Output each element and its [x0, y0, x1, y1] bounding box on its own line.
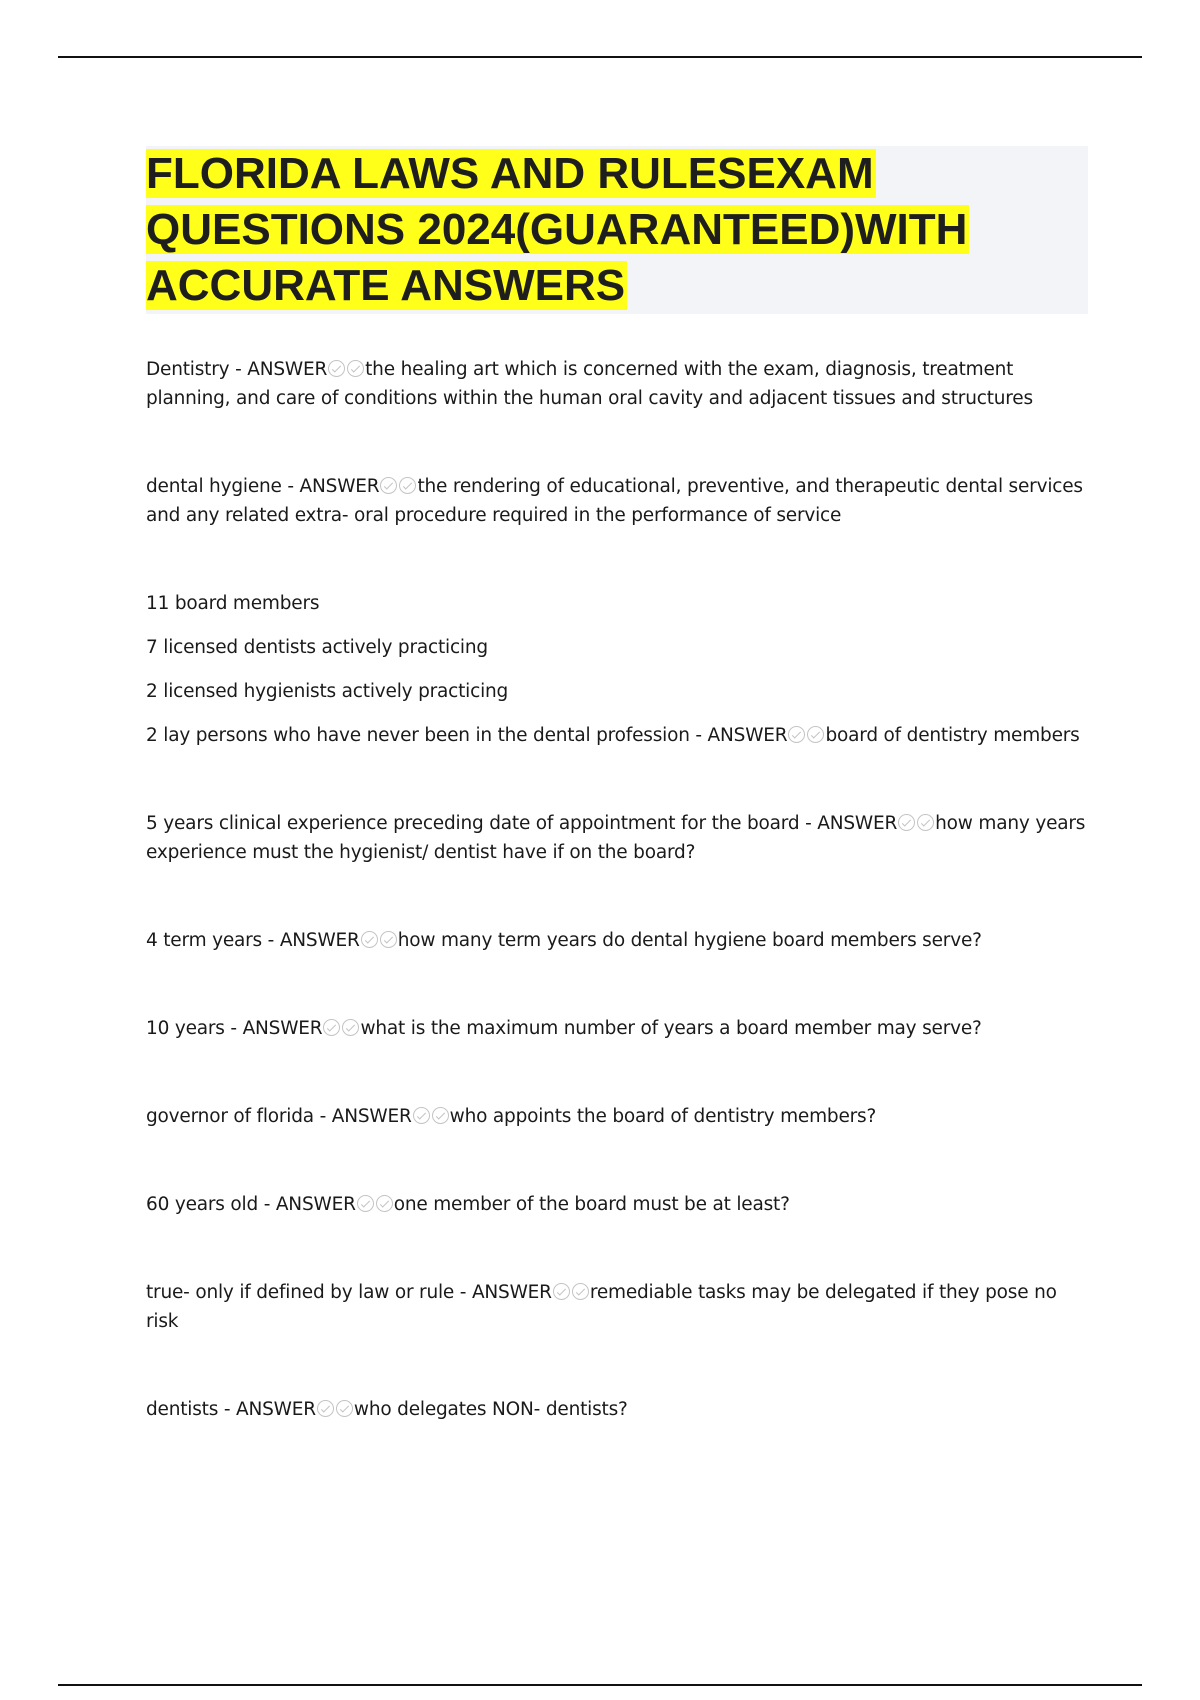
- answer-marker: - ANSWER: [689, 725, 788, 746]
- check-circle-icon: [376, 1195, 393, 1212]
- flashcard-entry: [146, 809, 1094, 867]
- answer-marker: - ANSWER: [799, 813, 898, 834]
- entry-term: 4 term years: [146, 930, 262, 951]
- check-circle-icon: [323, 1019, 340, 1036]
- check-circle-icon: [788, 726, 805, 743]
- check-circle-icon: [807, 726, 824, 743]
- flashcard-entry: [146, 633, 1094, 662]
- entry-term: 2 lay persons who have never been in the dental profession: [146, 725, 690, 746]
- entry-term: 11 board members: [146, 593, 320, 614]
- entry-definition: the rendering of educational, preventive, and therapeutic dental services and any related extra- oral procedure required in the performance of service: [146, 476, 1083, 526]
- title-line: QUESTIONS 2024(GUARANTEED)WITH: [146, 205, 968, 254]
- check-circle-icon: [361, 931, 378, 948]
- flashcard-entry: [146, 677, 1094, 706]
- flashcard-entry: [146, 1014, 1094, 1043]
- answer-marker: - ANSWER: [261, 930, 360, 951]
- check-circle-icon: [553, 1283, 570, 1300]
- document-title: [146, 146, 1088, 314]
- check-circle-icon: [572, 1283, 589, 1300]
- title-block: [146, 146, 1088, 314]
- entry-definition: what is the maximum number of years a board member may serve?: [360, 1018, 982, 1039]
- check-circle-icon: [917, 814, 934, 831]
- flashcard-entry: [146, 926, 1094, 955]
- flashcard-entry: [146, 721, 1094, 750]
- check-circle-icon: [380, 477, 397, 494]
- check-circle-icon: [413, 1107, 430, 1124]
- entry-definition: who delegates NON- dentists?: [353, 1399, 628, 1420]
- check-circle-icon: [342, 1019, 359, 1036]
- check-circle-icon: [357, 1195, 374, 1212]
- flashcard-entry: [146, 1102, 1094, 1131]
- entry-definition: board of dentistry members: [825, 725, 1080, 746]
- entry-definition: how many term years do dental hygiene board members serve?: [397, 930, 982, 951]
- check-circle-icon: [347, 360, 364, 377]
- answer-marker: - ANSWER: [313, 1106, 412, 1127]
- entry-definition: one member of the board must be at least?: [393, 1194, 790, 1215]
- flashcard-list: [146, 355, 1094, 1424]
- entry-term: 5 years clinical experience preceding date of appointment for the board: [146, 813, 800, 834]
- footer-rule: [58, 1684, 1142, 1686]
- answer-marker: - ANSWER: [229, 359, 328, 380]
- answer-marker: - ANSWER: [224, 1018, 323, 1039]
- flashcard-entry: [146, 472, 1094, 530]
- entry-term: 60 years old: [146, 1194, 259, 1215]
- check-circle-icon: [380, 931, 397, 948]
- entry-term: Dentistry: [146, 359, 230, 380]
- title-line: FLORIDA LAWS AND RULESEXAM: [146, 149, 874, 198]
- entry-term: dental hygiene: [146, 476, 282, 497]
- answer-marker: - ANSWER: [258, 1194, 356, 1215]
- answer-marker: - ANSWER: [454, 1282, 552, 1303]
- check-circle-icon: [317, 1400, 334, 1417]
- answer-marker: - ANSWER: [218, 1399, 316, 1420]
- check-circle-icon: [432, 1107, 449, 1124]
- entry-term: dentists: [146, 1399, 219, 1420]
- check-circle-icon: [328, 360, 345, 377]
- entry-term: 2 licensed hygienists actively practicing: [146, 681, 509, 702]
- entry-term: true- only if defined by law or rule: [146, 1282, 455, 1303]
- flashcard-entry: [146, 1190, 1094, 1219]
- entry-definition: who appoints the board of dentistry members?: [449, 1106, 877, 1127]
- flashcard-entry: [146, 589, 1094, 618]
- answer-marker: - ANSWER: [281, 476, 380, 497]
- check-circle-icon: [399, 477, 416, 494]
- check-circle-icon: [336, 1400, 353, 1417]
- entry-definition: the healing art which is concerned with the exam, diagnosis, treatment planning, and care of conditions within the human oral cavity and adjacent tissues and structures: [146, 359, 1033, 409]
- entry-term: governor of florida: [146, 1106, 314, 1127]
- header-rule: [58, 56, 1142, 58]
- entry-term: 7 licensed dentists actively practicing: [146, 637, 488, 658]
- entry-definition: how many years experience must the hygienist/ dentist have if on the board?: [146, 813, 1086, 863]
- entry-definition: remediable tasks may be delegated if they pose no risk: [146, 1282, 1057, 1332]
- flashcard-entry: [146, 355, 1094, 413]
- title-line: ACCURATE ANSWERS: [146, 261, 626, 310]
- check-circle-icon: [898, 814, 915, 831]
- entry-term: 10 years: [146, 1018, 225, 1039]
- flashcard-entry: [146, 1395, 1094, 1424]
- flashcard-entry: [146, 1278, 1094, 1336]
